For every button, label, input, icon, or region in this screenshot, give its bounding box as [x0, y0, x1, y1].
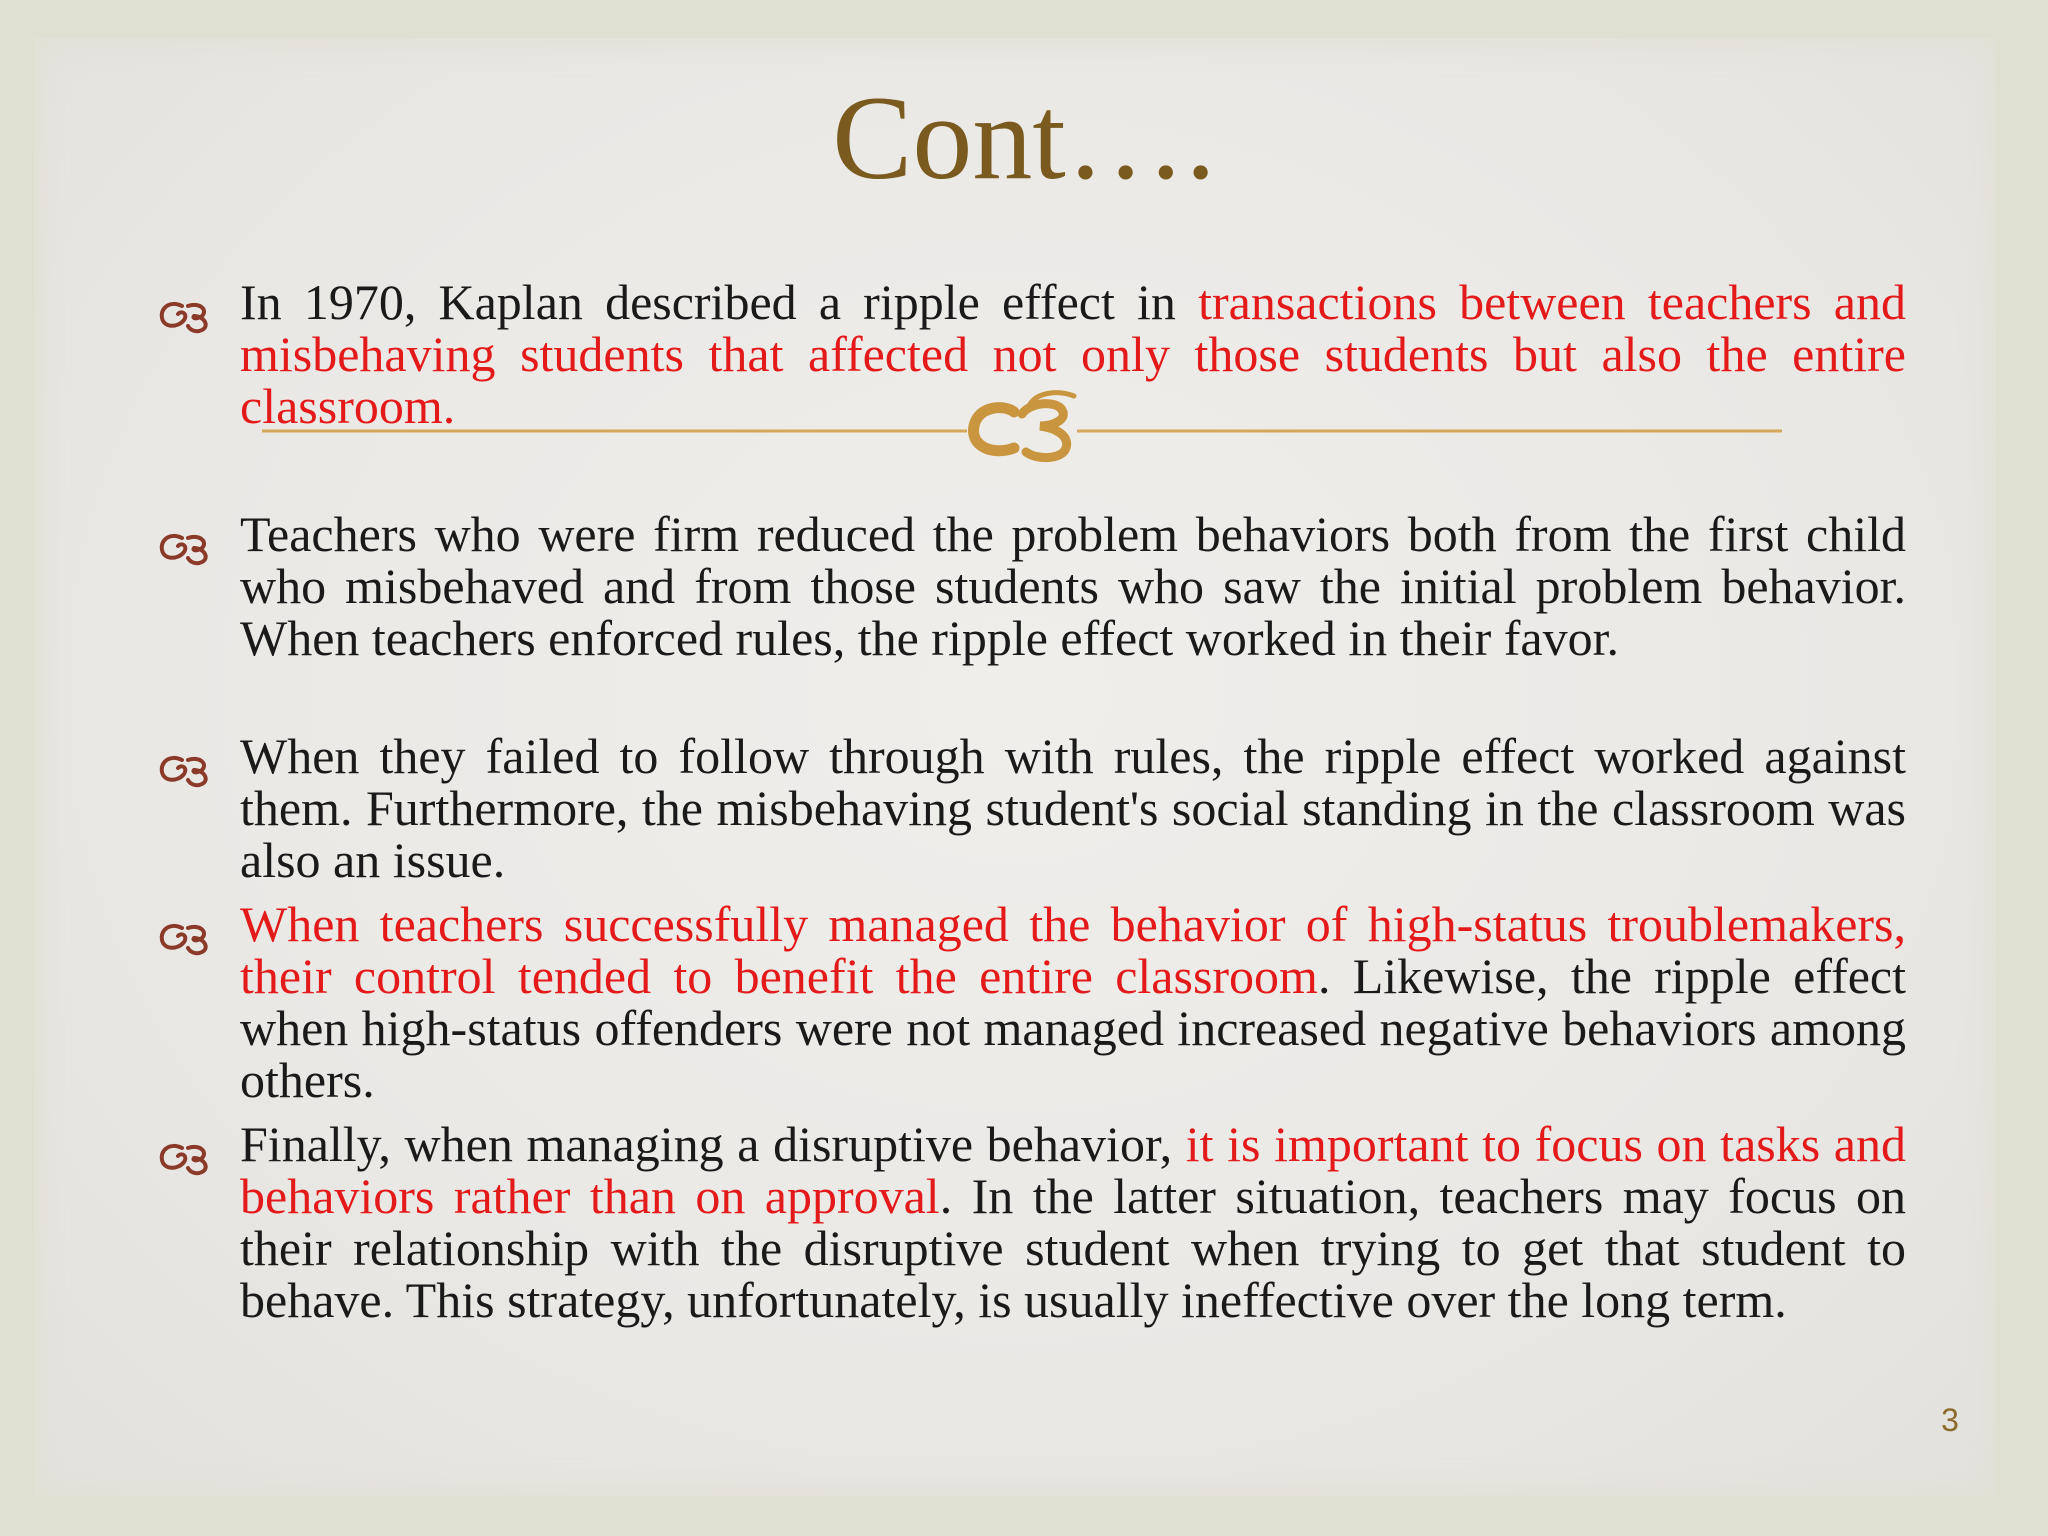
decorative-swirl-icon — [158, 1138, 212, 1178]
slide-title: Cont…. — [832, 71, 1216, 204]
text-segment: Finally, when managing a disruptive behavior, — [240, 1116, 1186, 1172]
text-segment: In 1970, Kaplan described a ripple effect in — [240, 274, 1199, 330]
bullet-text — [240, 730, 1906, 886]
decorative-swirl-icon — [158, 296, 212, 336]
text-segment: . In the latter situation, teachers may focus on their relationship with the disruptive student when trying to get that student to behave. This strategy, unfortunately, is usually ineffective over the long term. — [240, 1168, 1906, 1328]
highlighted-text-segment: transactions between teachers and misbehaving students that affected not only those students but also the entire classroom. — [240, 274, 1906, 434]
bullet-text — [240, 276, 1906, 432]
decorative-swirl-icon — [158, 528, 212, 568]
text-segment: Teachers who were firm reduced the problem behaviors both from the first child who misbehaved and from those students who saw the initial problem behavior. When teachers enforced rules, the ripple effect worked in their favor. — [240, 506, 1906, 666]
bullet-text — [240, 898, 1906, 1106]
text-segment: . Likewise, the ripple effect when high-status offenders were not managed increased negative behaviors among others. — [240, 948, 1906, 1108]
bullet-text — [240, 508, 1906, 664]
text-segment: When they failed to follow through with rules, the ripple effect worked against them. Furthermore, the misbehaving student's social standing in the classroom was also an issue. — [240, 728, 1906, 888]
decorative-swirl-icon — [158, 918, 212, 958]
highlighted-text-segment: it is important to focus on tasks and behaviors rather than on approval — [240, 1116, 1906, 1224]
decorative-swirl-icon — [158, 750, 212, 790]
bullet-text — [240, 1118, 1906, 1326]
highlighted-text-segment: When teachers successfully managed the behavior of high-status troublemakers, their control tended to benefit the entire classroom — [240, 896, 1906, 1004]
page-number: 3 — [1941, 1402, 1959, 1438]
